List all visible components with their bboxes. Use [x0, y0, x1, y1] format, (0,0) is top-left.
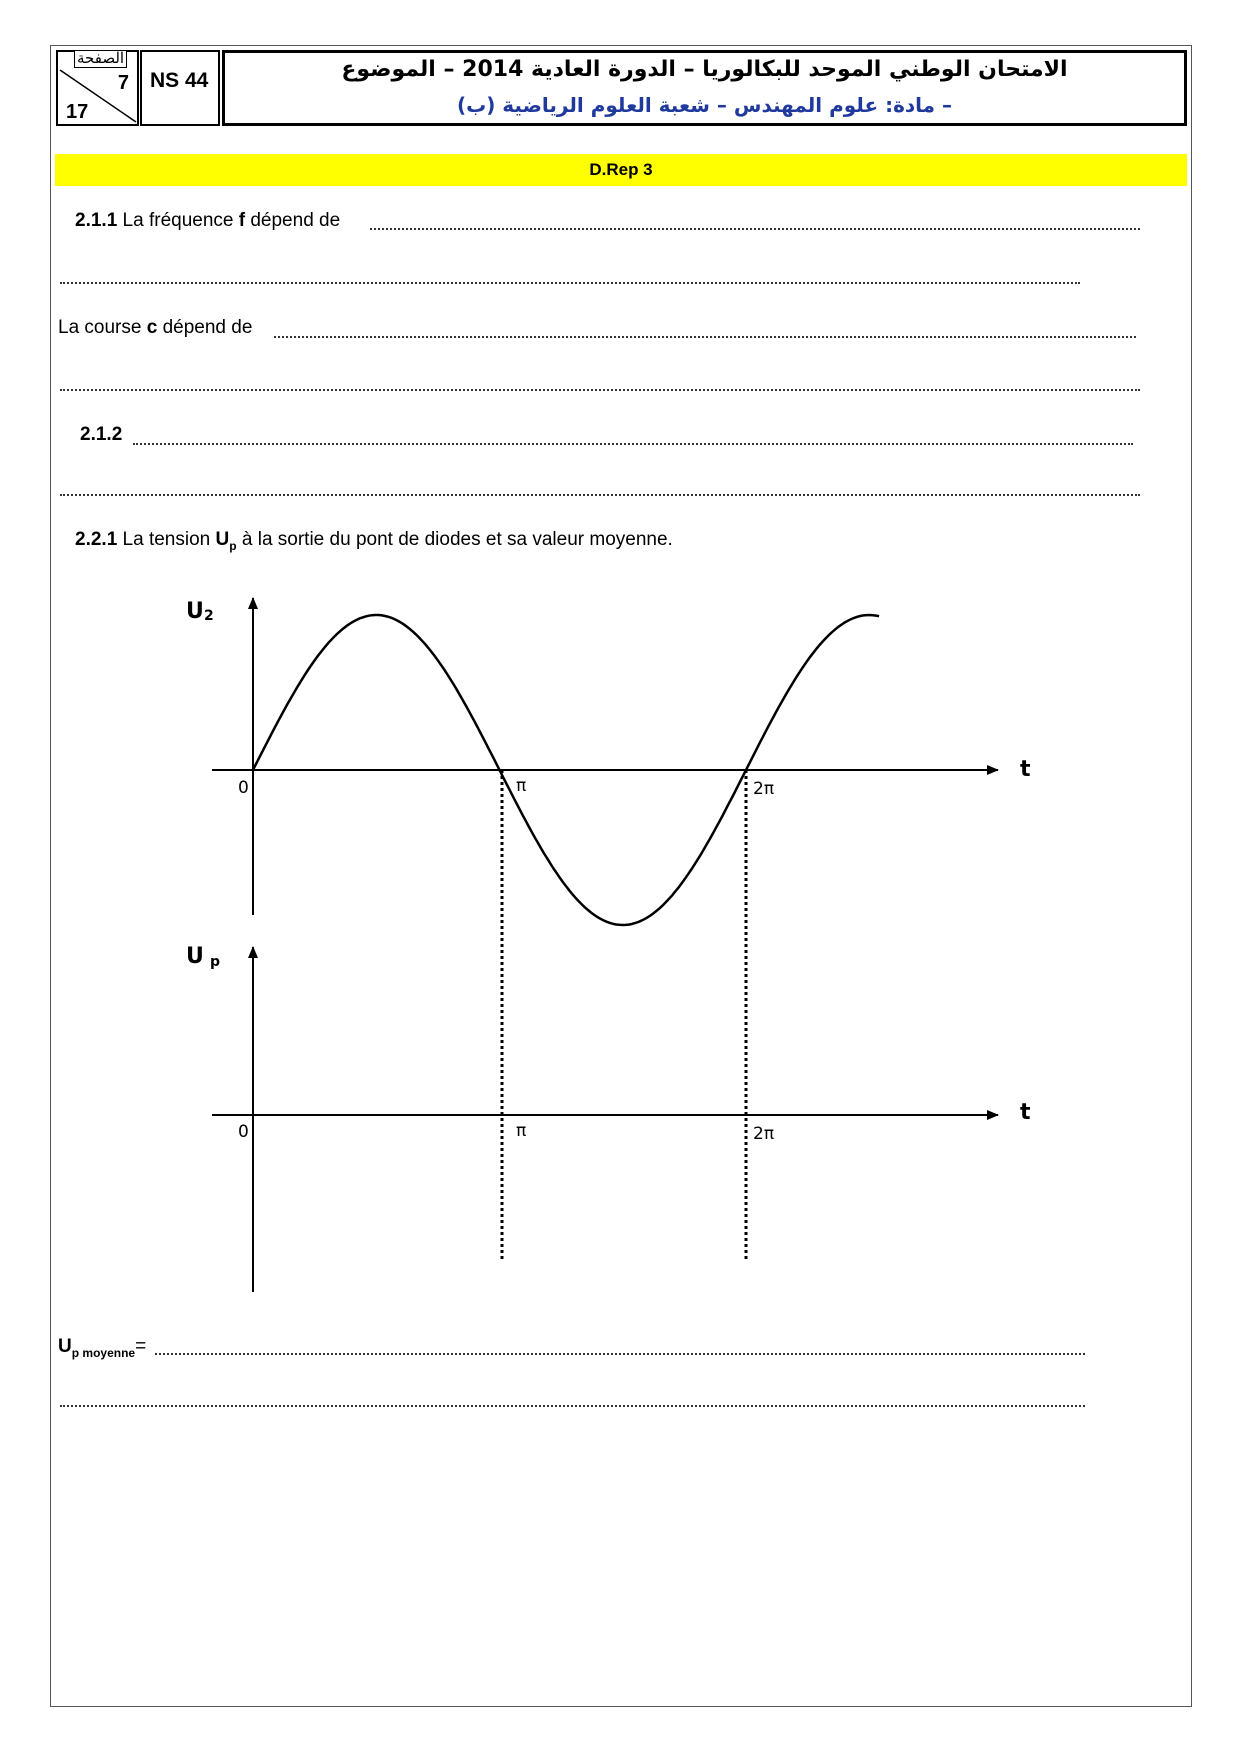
q211-text-before: La fréquence — [117, 210, 239, 231]
course-text-before: La course — [58, 317, 147, 338]
q221-var-main: U — [215, 529, 230, 550]
q211-text-after: dépend de — [245, 210, 341, 231]
answer-dots-6[interactable] — [60, 494, 1140, 496]
exam-code: NS 44 — [150, 69, 209, 92]
course-text-after: dépend de — [157, 317, 253, 338]
g2-ylabel-main: U — [186, 944, 204, 969]
exam-code-box — [140, 50, 220, 126]
course-line — [58, 317, 252, 339]
page-number: 7 — [117, 72, 129, 94]
page-number-box — [56, 50, 139, 126]
up-moyenne-line — [58, 1336, 146, 1360]
g1-ylabel-sub: 2 — [204, 608, 214, 624]
g2-xlabel: t — [1020, 1100, 1031, 1125]
title-box — [222, 50, 1187, 126]
answer-dots-1[interactable] — [370, 228, 1140, 230]
page-frame — [50, 45, 1192, 1707]
header — [52, 50, 1187, 126]
title-line-1: الامتحان الوطني الموحد للبكالوريا – الدورة العادية 2014 – الموضوع — [341, 57, 1068, 82]
page-label: الصفحة — [74, 50, 127, 68]
g2-tick-pi: π — [516, 1121, 527, 1141]
q221-var-sub: p — [229, 538, 237, 553]
g1-tick-0: 0 — [238, 778, 249, 798]
page-total: 17 — [66, 101, 89, 123]
q211-var: f — [238, 210, 246, 231]
g1-ylabel-main: U — [186, 599, 204, 624]
q221-line — [75, 529, 673, 553]
g1-tick-pi: π — [516, 776, 527, 796]
g2-tick-2pi: 2π — [753, 1124, 775, 1144]
title-line-2: – مادة: علوم المهندس – شعبة العلوم الرياضية (ب) — [456, 93, 953, 117]
q211-line — [75, 210, 340, 232]
g1-tick-2pi: 2π — [753, 779, 775, 799]
answer-dots-8[interactable] — [60, 1405, 1085, 1407]
q221-text-before: La tension — [117, 529, 216, 550]
course-var: c — [146, 317, 158, 338]
answer-dots-2[interactable] — [60, 282, 1080, 284]
g2-ylabel-sub: p — [210, 954, 221, 970]
q212-number: 2.1.2 — [80, 424, 123, 445]
g1-xlabel: t — [1020, 757, 1031, 782]
answer-dots-7[interactable] — [155, 1353, 1085, 1355]
q221-text-after: à la sortie du pont de diodes et sa valeur moyenne. — [236, 529, 673, 550]
answer-dots-5[interactable] — [133, 443, 1133, 445]
section-title: D.Rep 3 — [589, 160, 653, 179]
up-moyenne-main: U — [58, 1336, 72, 1357]
up-moyenne-eq: = — [135, 1336, 147, 1357]
up-moyenne-sub: p moyenne — [71, 1345, 136, 1360]
q211-number: 2.1.1 — [75, 210, 118, 231]
q221-number: 2.2.1 — [75, 529, 118, 550]
g2-tick-0: 0 — [238, 1122, 249, 1142]
section-bar — [55, 154, 1187, 186]
q212-line — [80, 424, 122, 446]
answer-dots-4[interactable] — [60, 389, 1140, 391]
answer-dots-3[interactable] — [274, 336, 1136, 338]
